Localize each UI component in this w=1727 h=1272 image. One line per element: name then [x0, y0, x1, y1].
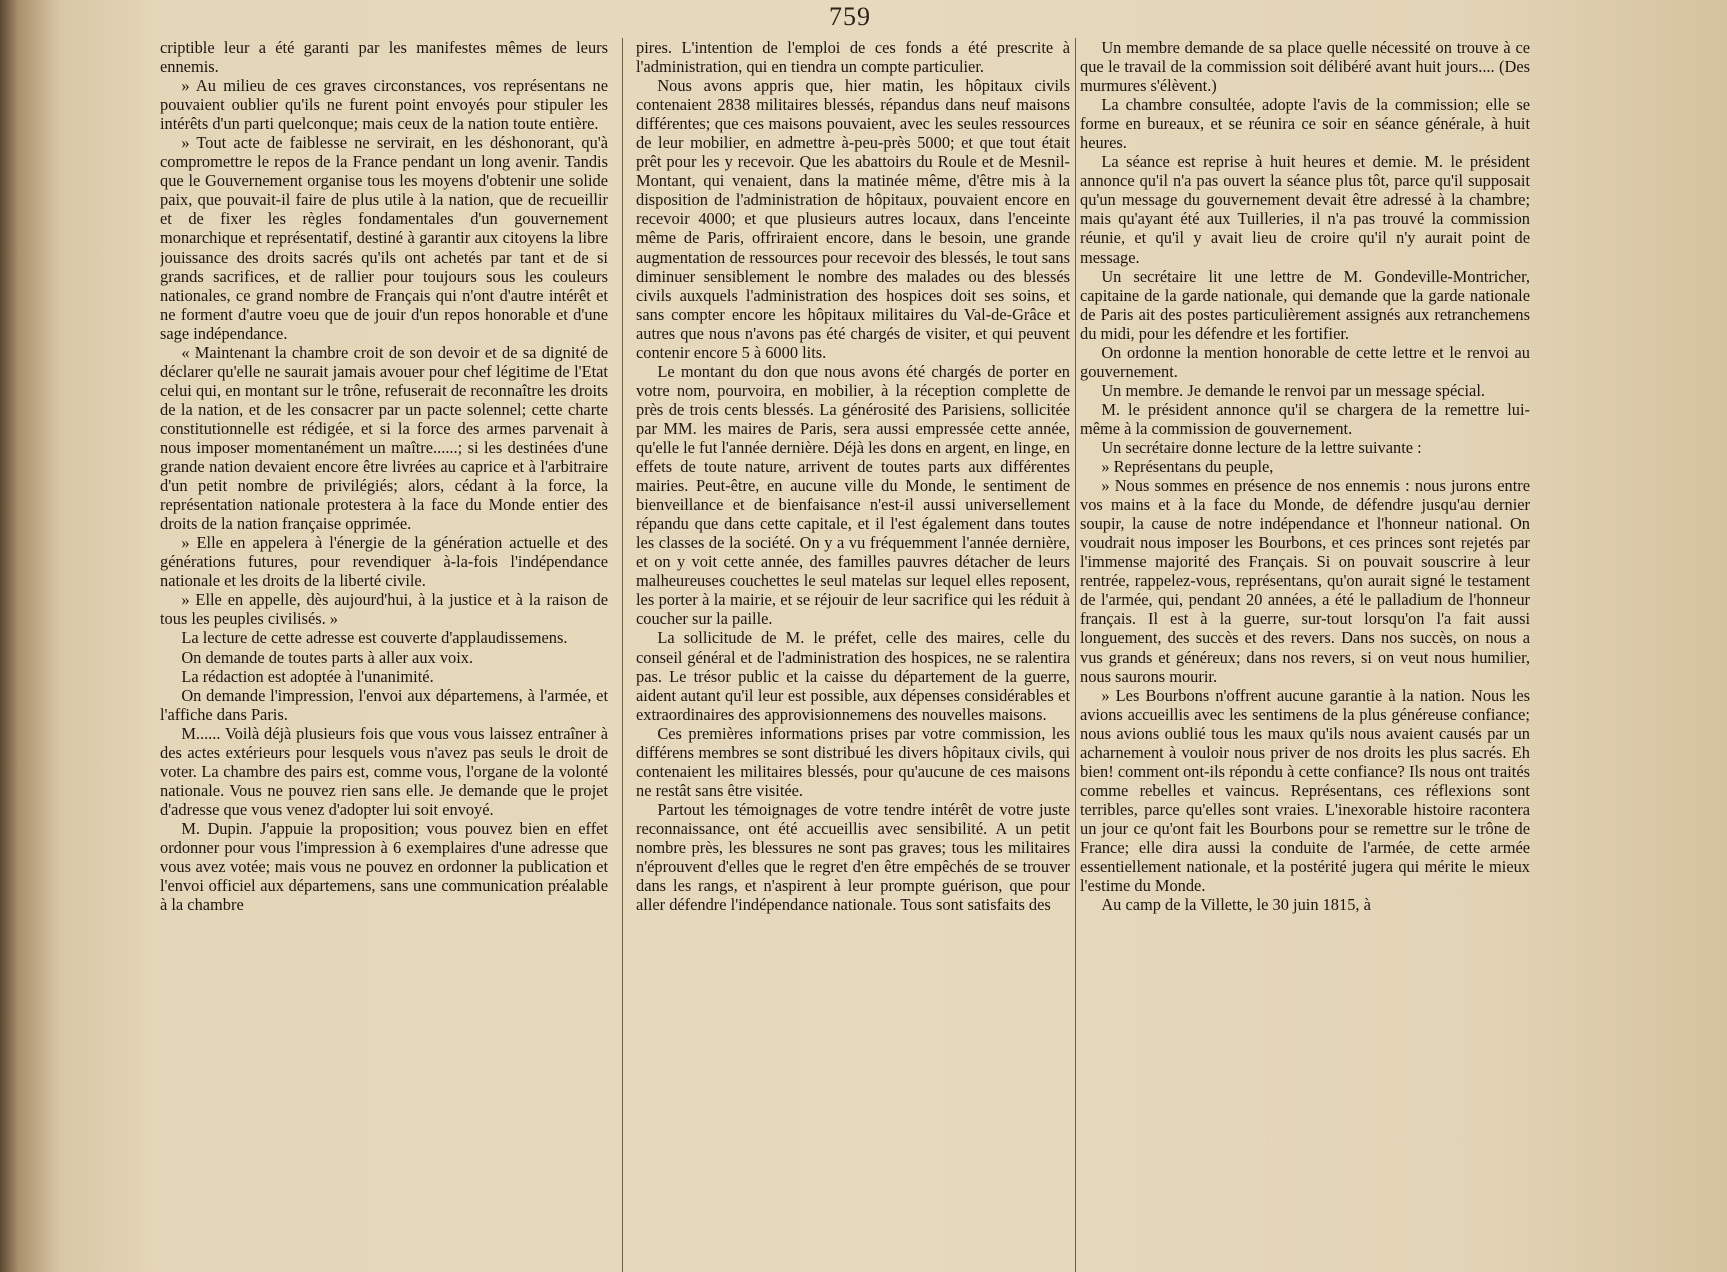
- paragraph: M. Dupin. J'appuie la proposition; vous pouvez bien en effet ordonner pour vous l'impression à 6 exemplaires d'une adresse que vous avez votée; mais vous ne pouvez en ordonner la publication et l'envoi officiel aux départemens, sans une communication préalable à la chambre: [160, 818, 608, 915]
- paragraph: Le montant du don que nous avons été chargés de porter en votre nom, pourvoira, en mobilier, à la réception complette de près de trois cents blessés. La générosité des Parisiens, sollicitée par MM. les maires de Paris, sera aussi empressée cette année, qu'elle le fut l'année dernière. Déjà les dons en argent, en linge, en effets de toute nature, arrivent de toutes parts aux différentes mairies. Peut-être, en aucune ville du Monde, le sentiment de bienveillance et de bienfaisance n'est-il aussi universellement répandu que dans cette capitale, et il l'est également dans toutes les classes de la société. On y a vu fréquemment l'année dernière, et on y voit cette année, des familles pauvres détacher de leurs malheureuses couchettes le seul matelas sur lequel elles reposent, les porter à la mairie, et se réjouir de leur sacrifice qui les réduit à coucher sur la paille.: [636, 361, 1070, 629]
- paragraph: » Au milieu de ces graves circonstances, vos représentans ne pouvaient oublier qu'ils ne furent point envoyés pour stipuler les intérêts d'un parti quelconque; mais ceux de la nation toute entière.: [160, 76, 608, 134]
- paragraph: pires. L'intention de l'emploi de ces fonds a été prescrite à l'administration, qui en tiendra un compte particulier.: [636, 38, 1070, 77]
- paragraph: On demande de toutes parts à aller aux voix.: [181, 647, 474, 667]
- text-column-middle: [636, 38, 1070, 1266]
- paragraph: » Elle en appelle, dès aujourd'hui, à la justice et à la raison de tous les peuples civilisés. »: [160, 590, 608, 629]
- page-number: 759: [829, 2, 871, 31]
- paragraph: » Elle en appelera à l'énergie de la génération actuelle et des générations futures, pour revendiquer à-la-fois l'indépendance nationale et les droits de la liberté civile.: [160, 533, 608, 591]
- paragraph: Un secrétaire donne lecture de la lettre suivante :: [1101, 437, 1422, 457]
- paragraph: Partout les témoignages de votre tendre intérêt de votre juste reconnaissance, ont été accueillis avec sensibilité. A un petit nombre près, les blessures ne sont pas graves; tous les militaires n'éprouvent d'elles que le regret d'en être empêchés de se trouver dans les rangs, et n'aspirent à leur prompte guérison, que pour aller défendre l'indépendance nationale. Tous sont satisfaits des: [636, 799, 1070, 915]
- text-column-left: [160, 38, 608, 1266]
- paragraph: La séance est reprise à huit heures et demie. M. le président annonce qu'il n'a pas ouvert la séance plus tôt, parce qu'il supposait qu'un message du gouvernement devait être adressé à la chambre; mais qu'ayant été aux Tuilleries, il n'a pas trouvé la commission réunie, et qu'il y avait lieu de croire qu'il n'y aurait point de message.: [1080, 152, 1530, 267]
- text-column-right: [1080, 38, 1530, 1266]
- paragraph: » Nous sommes en présence de nos ennemis : nous jurons entre vos mains et à la face du Monde, de défendre jusqu'au dernier soupir, la cause de notre indépendance et l'honneur national. On voudrait nous imposer les Bourbons, et ces princes sont rejetés par l'immense majorité des Français. Si on pouvait souscrire à leur rentrée, rappelez-vous, représentans, qu'on aurait signé le testament de l'armée, qui, pendant 20 années, a été le palladium de l'honneur français. Il est à la guerre, sur-tout lorsqu'on l'a fait aussi longuement, des succès et des revers. Dans nos succès, on nous a vus grands et généreux; dans nos revers, si on veut nous humilier, nous saurons mourir.: [1080, 476, 1530, 686]
- paragraph: La lecture de cette adresse est couverte d'applaudissemens.: [181, 628, 568, 648]
- paragraph: » Tout acte de faiblesse ne servirait, en les déshonorant, qu'à compromettre le repos de la France pendant un long avenir. Tandis que le Gouvernement organise tous les moyens d'obtenir une solide paix, que pouvait-il faire de plus utile à la nation, que de recueillir et de fixer les règles fondamentales d'un gouvernement monarchique et représentatif, destiné à garantir aux citoyens la libre jouissance des droits sacrés qu'ils ont achetés par tant et de si grands sacrifices, et de rallier pour toujours sous les couleurs nationales, ce grand nombre de Français qui n'ont d'autre intérêt et ne forment d'autre voeu que de jouir d'un repos honorable et d'une sage indépendance.: [160, 133, 608, 343]
- paragraph: La rédaction est adoptée à l'unanimité.: [181, 666, 434, 686]
- paragraph: » Les Bourbons n'offrent aucune garantie à la nation. Nous les avions accueillis avec les sentimens de la plus généreuse confiance; nous avions oublié tous les maux qu'ils nous avaient causés par un acharnement à vouloir nous priver de nos droits les plus sacrés. Eh bien! comment ont-ils répondu à cette confiance? Ils nous ont traités comme rebelles et vaincus. Représentans, ces réflexions sont terribles, parce qu'elles sont vraies. L'inexorable histoire racontera un jour ce qu'ont fait les Bourbons pour se remettre sur le trône de France; elle dira aussi la conduite de l'armée, de cette armée essentiellement nationale, et la postérité jugera qui mérite le mieux l'estime du Monde.: [1080, 685, 1530, 896]
- paragraph: Un secrétaire lit une lettre de M. Gondeville-Montricher, capitaine de la garde nationale, qui demande que la garde nationale de Paris ait des postes particulièrement assignés aux retranchemens du midi, pour les défendre et les fortifier.: [1080, 266, 1530, 343]
- paragraph: M. le président annonce qu'il se chargera de la remettre lui-même à la commission de gouvernement.: [1080, 399, 1530, 438]
- paragraph: Nous avons appris que, hier matin, les hôpitaux civils contenaient 2838 militaires blessés, répandus dans neuf maisons différentes; que ces maisons pouvaient, avec les seules ressources de leur mobilier, en admettre à-peu-près 5000; et que tout était prêt pour les y recevoir. Que les abattoirs du Roule et de Mesnil-Montant, qui venaient, dans la matinée même, d'être mis à la disposition de l'administration de hôpitaux, pouvaient encore en recevoir 4000; et que plusieurs autres locaux, dans l'enceinte même de Paris, offriraient encore, dans le besoin, une grande augmentation de ressources pour recevoir des blessés, le tout sans diminuer sensiblement le nombre des malades ou des blessés civils auxquels l'administration des hospices doit ses soins, et sans compter encore les hôpitaux militaires du Val-de-Grâce et autres que nous n'avons pas été chargés de visiter, et qui peuvent contenir encore 5 à 6000 lits.: [636, 76, 1070, 362]
- paragraph: Ces premières informations prises par votre commission, les différens membres se sont distribué les divers hôpitaux civils, qui contenaient les militaires blessés, pour qu'aucune de ces maisons ne restât sans être visitée.: [636, 723, 1070, 800]
- paragraph: M...... Voilà déjà plusieurs fois que vous vous laissez entraîner à des actes extérieurs pour lesquels vous n'avez pas seuls le droit de voter. La chambre des pairs est, comme vous, l'organe de la volonté nationale. Vous ne pouvez rien sans elle. Je demande que le projet d'adresse que vous venez d'adopter lui soit envoyé.: [160, 723, 608, 819]
- paragraph: On ordonne la mention honorable de cette lettre et le renvoi au gouvernement.: [1080, 342, 1530, 381]
- paragraph: La chambre consultée, adopte l'avis de la commission; elle se forme en bureaux, et se réunira ce soir en séance générale, à huit heures.: [1080, 95, 1530, 153]
- paragraph: « Maintenant la chambre croit de son devoir et de sa dignité de déclarer qu'elle ne saurait jamais avouer pour chef légitime de l'Etat celui qui, en montant sur le trône, refuserait de reconnaître les droits de la nation, et de les consacrer par un pacte solennel; cette charte constitutionnelle est rédigée, et si la force des armes parvenait à nous imposer momentanément un maître......; si les destinées d'une grande nation devaient encore être livrées au caprice et à l'arbitraire d'un petit nombre de privilégiés; alors, cédant à la force, la représentation nationale protestera à la face du Monde entier des droits de la nation française opprimée.: [160, 342, 608, 534]
- paragraph: criptible leur a été garanti par les manifestes mêmes de leurs ennemis.: [160, 38, 608, 77]
- column-divider: [622, 38, 623, 1272]
- paragraph: » Représentans du peuple,: [1101, 457, 1274, 477]
- paragraph: Un membre demande de sa place quelle nécessité on trouve à ce que le travail de la commission soit délibéré avant huit jours.... (Des murmures s'élèvent.): [1080, 38, 1530, 96]
- column-divider: [1075, 38, 1076, 1272]
- paragraph: La sollicitude de M. le préfet, celle des maires, celle du conseil général et de l'administration des hospices, ne se ralentira pas. Le trésor public et la caisse du département de la guerre, aident autant qu'il leur est possible, aux dépenses considérables et extraordinaires des approvisionnemens des nouvelles maisons.: [636, 628, 1070, 724]
- paragraph: Un membre. Je demande le renvoi par un message spécial.: [1101, 380, 1485, 400]
- paragraph: On demande l'impression, l'envoi aux départemens, à l'armée, et l'affiche dans Paris.: [160, 685, 608, 724]
- paragraph: Au camp de la Villette, le 30 juin 1815, à: [1101, 895, 1371, 915]
